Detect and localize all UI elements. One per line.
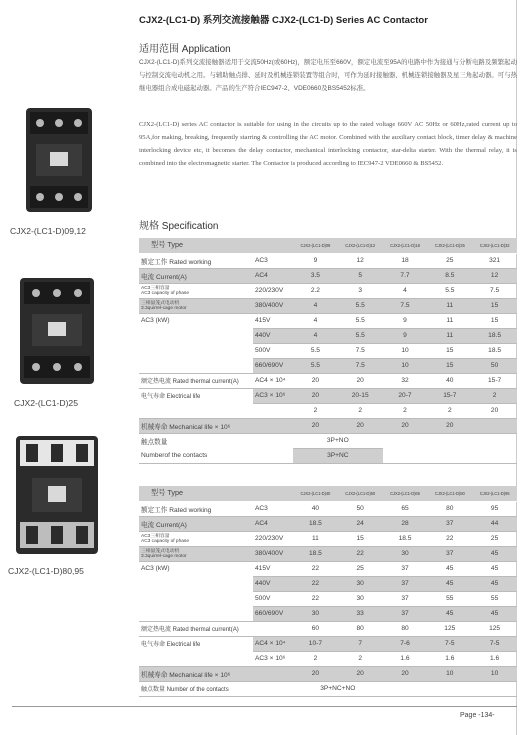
cell: 33: [338, 606, 383, 621]
cell: 5.5: [338, 298, 383, 313]
model-header: CJX2-(LC1-D)18: [383, 238, 428, 253]
cell: 10: [472, 666, 517, 681]
table-row: [139, 681, 517, 696]
row-sublabel: AC3 × 10⁶: [253, 388, 293, 403]
row-label: 额定工作 Rated working: [139, 253, 253, 268]
type-header: 型号 Type: [139, 238, 293, 253]
cell: 7.7: [383, 268, 428, 283]
cell: 7.5: [383, 298, 428, 313]
cell: 25: [472, 531, 517, 546]
cell: 3: [338, 283, 383, 298]
table-row: [139, 501, 517, 516]
cell: 2: [293, 403, 338, 418]
model-header: CJX2-(LC1-D)09: [293, 238, 338, 253]
cell: [472, 418, 517, 433]
row-sublabel: 660/690V: [253, 358, 293, 373]
label-cn: 三相鼠笼式电动机: [141, 548, 180, 554]
row-label: 电气寿命 Electrical life: [141, 642, 201, 649]
row-label: 额定热电流 Rated thermal current(A): [139, 373, 253, 388]
cell: 5.5: [293, 358, 338, 373]
model-header: CJX2-(LC1-D)50: [338, 486, 383, 501]
table-row: [139, 253, 517, 268]
cell: 20: [338, 418, 383, 433]
row-label: [139, 403, 253, 418]
cell: 55: [472, 591, 517, 606]
table-row: [139, 373, 517, 388]
footer-divider: [12, 706, 517, 707]
row-label: [139, 358, 253, 373]
cell: 3.5: [293, 268, 338, 283]
cell: 45: [472, 606, 517, 621]
model-header: CJX2-(LC1-D)32: [472, 238, 517, 253]
row-sublabel: 220/230V: [253, 283, 293, 298]
cell: 20: [293, 666, 338, 681]
table-row: [139, 403, 517, 418]
cell: 65: [383, 501, 428, 516]
cell: 20: [383, 418, 428, 433]
table-row: [139, 328, 517, 343]
label-cn: AC3三相容量: [141, 285, 170, 291]
row-label: [139, 651, 253, 666]
cell: 40: [427, 373, 472, 388]
cell: 15: [472, 298, 517, 313]
cell: 125: [472, 621, 517, 636]
cell: 12: [472, 268, 517, 283]
row-label: 触点数量: [141, 438, 168, 446]
row-sublabel: 380/400V: [253, 298, 293, 313]
cell: 28: [383, 516, 428, 531]
cell: 25: [427, 253, 472, 268]
cell: 44: [472, 516, 517, 531]
type-header: 型号 Type: [139, 486, 293, 501]
cell: 15: [338, 531, 383, 546]
table-row: [139, 531, 517, 546]
model-header: CJX2-(LC1-D)25: [427, 238, 472, 253]
cell: 22: [427, 531, 472, 546]
cell: 5.5: [338, 313, 383, 328]
table-row: [139, 666, 517, 681]
cell: 4: [293, 298, 338, 313]
model-header: CJX2-(LC1-D)95: [472, 486, 517, 501]
cell: 125: [427, 621, 472, 636]
cell: 37: [383, 591, 428, 606]
row-sublabel: 415V: [253, 561, 293, 576]
cell: 7-5: [472, 636, 517, 651]
cell: 37: [383, 576, 428, 591]
cell: 45: [472, 546, 517, 561]
table-row: [139, 238, 517, 253]
cell: [383, 433, 517, 448]
table-row: [139, 576, 517, 591]
cell: 11: [427, 298, 472, 313]
row-sublabel: AC4 × 10⁴: [253, 373, 293, 388]
cell: 12: [338, 253, 383, 268]
row-sublabel: AC4: [253, 516, 293, 531]
product-photo-d09: [16, 100, 102, 220]
model-header: CJX2-(LC1-D)65: [383, 486, 428, 501]
row-label: 额定工作 Rated working: [139, 501, 253, 516]
table-row: [139, 343, 517, 358]
page-number: Page -134-: [460, 712, 495, 719]
row-sublabel: 440V: [253, 576, 293, 591]
cell: 9: [383, 313, 428, 328]
product-caption-d25: CJX2-(LC1-D)25: [14, 398, 78, 408]
row-sublabel: 500V: [253, 343, 293, 358]
cell: 20: [293, 388, 338, 403]
row-label: Numberof the contacts: [139, 448, 293, 463]
page-header-title: CJX2-(LC1-D) 系列交流接触器 CJX2-(LC1-D) Series AC Contactor: [139, 15, 428, 26]
row-sublabel: 500V: [253, 591, 293, 606]
specification-heading: 规格 Specification: [139, 221, 219, 232]
cell: 7.5: [338, 343, 383, 358]
label-en: 3.3quirrel-cage motor: [141, 305, 187, 311]
cell: 5.5: [427, 283, 472, 298]
row-label: [139, 328, 253, 343]
cell: 10-7: [293, 636, 338, 651]
cell: [383, 448, 517, 463]
cell: 18.5: [472, 343, 517, 358]
cell: 20: [338, 373, 383, 388]
cell: 11: [427, 328, 472, 343]
cell: 20: [472, 403, 517, 418]
cell: 2: [427, 403, 472, 418]
model-header: CJX2-(LC1-D)12: [338, 238, 383, 253]
label-en: AC3 capacity of phase: [141, 290, 189, 296]
cell: 1.6: [383, 651, 428, 666]
cell: 80: [383, 621, 428, 636]
product-photo-d80: [10, 430, 104, 560]
row-sublabel: AC3: [253, 501, 293, 516]
cell: 32: [383, 373, 428, 388]
cell: 2: [383, 403, 428, 418]
cell: 45: [427, 576, 472, 591]
table-row: [139, 313, 517, 328]
cell: 3P+NO: [293, 433, 383, 448]
cell: 20: [338, 666, 383, 681]
cell: 15: [472, 313, 517, 328]
cell: 20-7: [383, 388, 428, 403]
application-text-en: CJX2-(LC1-D) series AC contactor is suitable for using in the circuits up to the rated voltage 660V AC 50Hz or 60Hz,rated current up to 95A,for making, breaking, frequently starring & controlling the AC motor. Combined with the auxiliary contact block, timer delay & machine interlocking device etc, it becomes the delay contactor, mechanical interlocking contactor, star-delta starter. With the thermal relay, it is combined into the electromagnetic starter. The Contactor is produced according to IEC947-2 VDE0660 & BS5452.: [139, 121, 517, 167]
cell: 30: [338, 576, 383, 591]
row-label: [139, 546, 253, 561]
row-label: [139, 591, 253, 606]
cell: 45: [427, 561, 472, 576]
cell: 15: [427, 343, 472, 358]
table-row: [139, 283, 517, 298]
row-sublabel: 380/400V: [253, 546, 293, 561]
cell: 7-5: [427, 636, 472, 651]
cell: 7.5: [338, 358, 383, 373]
cell: 2: [338, 403, 383, 418]
label-en: 3.3quirrel-cage motor: [141, 553, 187, 559]
cell: 10: [383, 343, 428, 358]
spec-table-2: [139, 486, 517, 697]
table-row: [139, 433, 517, 448]
row-label: [139, 606, 253, 621]
cell: 15: [427, 358, 472, 373]
cell: 50: [472, 358, 517, 373]
row-label: [139, 531, 253, 546]
cell: 45: [472, 561, 517, 576]
row-label: [139, 298, 253, 313]
row-label: [139, 343, 253, 358]
cell: 45: [427, 606, 472, 621]
label-cn: AC3三相容量: [141, 533, 170, 539]
table-row: [139, 298, 517, 313]
row-label: 电气寿命 Electrical life: [141, 394, 201, 401]
row-label: 触点数量 Number of the contacts: [139, 681, 293, 696]
row-label: 电流 Current(A): [139, 516, 253, 531]
cell: 18.5: [472, 328, 517, 343]
row-sublabel: 220/230V: [253, 531, 293, 546]
cell: 11: [293, 531, 338, 546]
cell: 2: [472, 388, 517, 403]
cell: 20: [383, 666, 428, 681]
table-row: [139, 561, 517, 576]
cell: 22: [293, 591, 338, 606]
cell: 22: [293, 561, 338, 576]
model-header: CJX2-(LC1-D)40: [293, 486, 338, 501]
cell: 37: [383, 561, 428, 576]
row-sublabel: 660/690V: [253, 606, 293, 621]
row-label: [139, 283, 253, 298]
cell: 3P+NC: [293, 448, 383, 463]
cell: 37: [427, 546, 472, 561]
cell: 18.5: [293, 516, 338, 531]
cell: 80: [427, 501, 472, 516]
cell: 24: [338, 516, 383, 531]
table-row: [139, 591, 517, 606]
row-sublabel: AC4: [253, 268, 293, 283]
cell: 15-7: [472, 373, 517, 388]
cell: 2: [293, 651, 338, 666]
cell: 4: [293, 328, 338, 343]
cell: 2.2: [293, 283, 338, 298]
cell: 22: [338, 546, 383, 561]
cell: 25: [338, 561, 383, 576]
cell: 18.5: [293, 546, 338, 561]
row-label: 机械寿命 Mechanical life × 10⁶: [139, 666, 293, 681]
cell: 4: [293, 313, 338, 328]
row-label: 电流 Current(A): [139, 268, 253, 283]
cell: 7: [338, 636, 383, 651]
cell: 20-15: [338, 388, 383, 403]
cell: 18.5: [383, 531, 428, 546]
spec-table-1: [139, 238, 517, 464]
cell: 55: [427, 591, 472, 606]
cell: 30: [338, 591, 383, 606]
table-row: [139, 418, 517, 433]
table-row: [139, 486, 517, 501]
cell: 40: [293, 501, 338, 516]
cell: 5.5: [293, 343, 338, 358]
table-row: [139, 358, 517, 373]
cell: 37: [427, 516, 472, 531]
cell: 20: [427, 418, 472, 433]
table-row: [139, 516, 517, 531]
row-label: [139, 576, 253, 591]
model-header: CJX2-(LC1-D)80: [427, 486, 472, 501]
cell: 37: [383, 606, 428, 621]
cell: 5.5: [338, 328, 383, 343]
row-sublabel: 415V: [253, 313, 293, 328]
cell: 1.6: [472, 651, 517, 666]
cell: 9: [383, 328, 428, 343]
row-sublabel: AC3: [253, 253, 293, 268]
cell: 20: [293, 418, 338, 433]
cell: 30: [293, 606, 338, 621]
table-row: [139, 606, 517, 621]
cell: 321: [472, 253, 517, 268]
table-row: [139, 636, 517, 651]
cell: 22: [293, 576, 338, 591]
cell: 10: [383, 358, 428, 373]
application-heading: 适用范围 Application: [139, 44, 231, 55]
cell: 95: [472, 501, 517, 516]
cell: 20: [293, 373, 338, 388]
product-caption-d80: CJX2-(LC1-D)80,95: [8, 566, 84, 576]
table-row: [139, 448, 517, 463]
table-row: [139, 388, 517, 403]
row-label: AC3 (kW): [141, 317, 170, 325]
row-sublabel: 440V: [253, 328, 293, 343]
table-row: [139, 268, 517, 283]
product-caption-d09: CJX2-(LC1-D)09,12: [10, 226, 86, 236]
cell: 3P+NC+NO: [293, 681, 383, 696]
row-label: AC3 (kW): [141, 565, 170, 573]
cell: 50: [338, 501, 383, 516]
cell: 60: [293, 621, 338, 636]
cell: 11: [427, 313, 472, 328]
table-row: [139, 546, 517, 561]
cell: [383, 681, 517, 696]
row-sublabel: AC4 × 10⁴: [253, 636, 293, 651]
application-text-cn: CJX2-(LC1-D)系列交流接触器适用于交流50Hz(或60Hz)，额定电压至660V，额定电流至95A的电路中作为接通与分断电路及频繁起动与控制交流电动机之用。与辅助触点排、延时及机械连锁装置等组合时，可作为延时接触器、机械连锁接触器及星三角起动器。可与热继电器组合成电磁起动器。产品的生产符合IEC947-2、VDE0660及BS5452标准。: [139, 59, 517, 92]
cell: 9: [293, 253, 338, 268]
cell: 7-6: [383, 636, 428, 651]
cell: 7.5: [472, 283, 517, 298]
cell: 18: [383, 253, 428, 268]
table-row: [139, 621, 517, 636]
cell: 2: [338, 651, 383, 666]
cell: 8.5: [427, 268, 472, 283]
label-cn: 三相鼠笼式电动机: [141, 300, 180, 306]
row-sublabel: AC3 × 10⁶: [253, 651, 293, 666]
cell: 1.6: [427, 651, 472, 666]
label-en: AC3 capacity of phase: [141, 538, 189, 544]
cell: 4: [383, 283, 428, 298]
cell: 10: [427, 666, 472, 681]
cell: 80: [338, 621, 383, 636]
row-label: 机械寿命 Mechanical life × 10⁶: [139, 418, 293, 433]
cell: 30: [383, 546, 428, 561]
cell: 45: [472, 576, 517, 591]
cell: 15-7: [427, 388, 472, 403]
row-sublabel: [253, 403, 293, 418]
table-row: [139, 651, 517, 666]
product-photo-d25: [12, 272, 102, 390]
cell: 5: [338, 268, 383, 283]
row-label: 额定热电流 Rated thermal current(A): [139, 621, 293, 636]
